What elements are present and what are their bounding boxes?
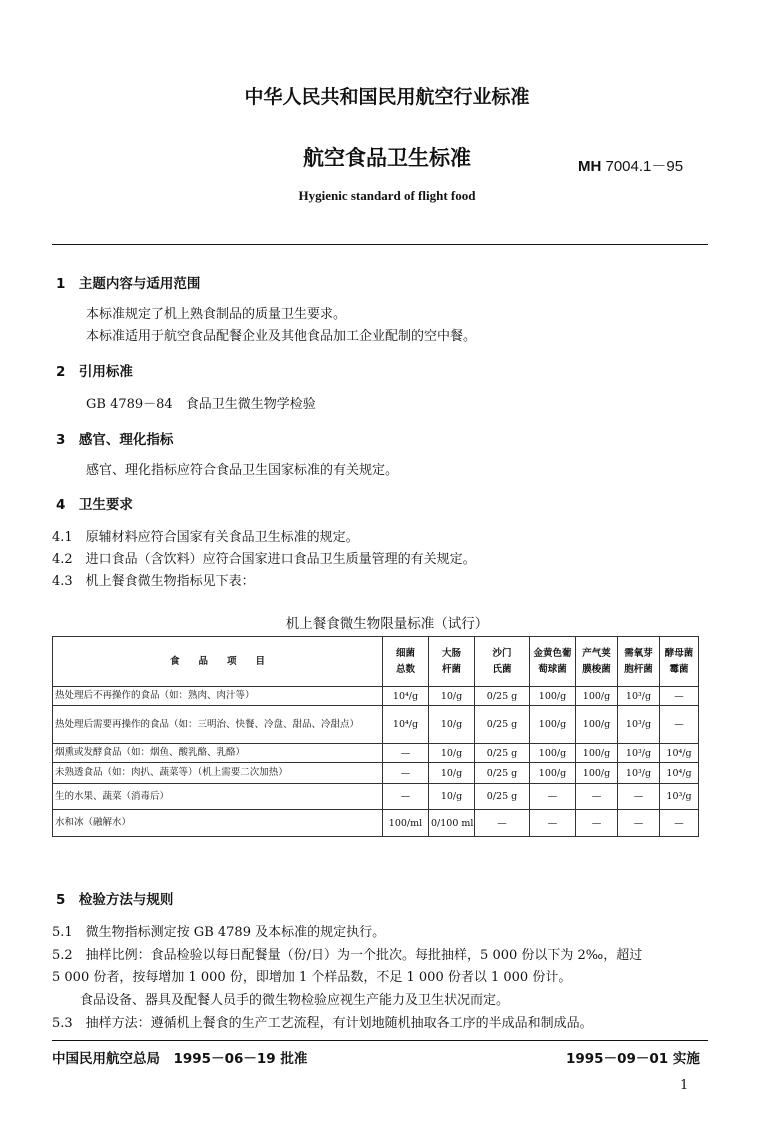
value-cell: 10³/g [618, 744, 660, 763]
header-coliform: 大肠 杆菌 [429, 637, 475, 687]
value-cell: — [660, 810, 699, 837]
food-cell: 热处理后需要再操作的食品（如：三明治、快餐、冷盘、甜品、冷甜点） [53, 706, 383, 744]
section-3-paragraph-1: 感官、理化指标应符合食品卫生国家标准的有关规定。 [86, 463, 399, 478]
value-cell: 10⁴/g [383, 706, 429, 744]
clause-4-2: 4.2 进口食品（含饮料）应符合国家进口食品卫生质量管理的有关规定。 [52, 552, 476, 567]
value-cell: 100/g [530, 744, 576, 763]
value-cell: — [530, 784, 576, 810]
value-cell: — [576, 784, 618, 810]
value-cell: 10/g [429, 763, 475, 784]
table-row [53, 706, 699, 744]
standard-number: 7004.1－95 [605, 158, 684, 175]
clause-4-1: 4.1 原辅材料应符合国家有关食品卫生标准的规定。 [52, 530, 359, 545]
food-cell: 生的水果、蔬菜（消毒后） [53, 784, 383, 810]
value-cell: 0/25 g [475, 763, 530, 784]
table-row [53, 784, 699, 810]
org-title: 中华人民共和国民用航空行业标准 [244, 86, 530, 108]
effective-date: 1995－09－01 实施 [566, 1051, 700, 1067]
value-cell: 100/g [576, 763, 618, 784]
value-cell: 0/25 g [475, 706, 530, 744]
english-title: Hygienic standard of flight food [298, 188, 476, 203]
value-cell: — [475, 810, 530, 837]
clause-5-3: 5.3 抽样方法：遵循机上餐食的生产工艺流程，有计划地随机抽取各工序的半成品和制成品。 [52, 1016, 593, 1031]
page-number: 1 [680, 1078, 689, 1093]
standard-prefix: MH [578, 158, 602, 175]
value-cell: 10/g [429, 706, 475, 744]
value-cell: 10/g [429, 744, 475, 763]
clause-5-1: 5.1 微生物指标测定按 GB 4789 及本标准的规定执行。 [52, 925, 386, 940]
value-cell: — [530, 810, 576, 837]
value-cell: 100/g [576, 706, 618, 744]
clause-5-2-line-3: 食品设备、器具及配餐人员手的微生物检验应视生产能力及卫生状况而定。 [80, 993, 510, 1008]
header-total-bacteria: 细菌 总数 [383, 637, 429, 687]
value-cell: 10/g [429, 784, 475, 810]
table-row [53, 763, 699, 784]
value-cell: 10⁴/g [383, 687, 429, 706]
clause-4-3: 4.3 机上餐食微生物指标见下表： [52, 574, 255, 589]
value-cell: 0/25 g [475, 687, 530, 706]
header-bacillus: 需氧芽 胞杆菌 [618, 637, 660, 687]
value-cell: 10³/g [618, 763, 660, 784]
value-cell: 10⁴/g [660, 763, 699, 784]
value-cell: 10³/g [618, 687, 660, 706]
section-2-heading: 2 引用标准 [56, 364, 133, 380]
header-salmonella: 沙门 氏菌 [475, 637, 530, 687]
section-4-heading: 4 卫生要求 [56, 497, 133, 513]
value-cell: — [383, 784, 429, 810]
food-cell: 烟熏或发酵食品（如：烟鱼、酸乳酪、乳酪） [53, 744, 383, 763]
value-cell: — [383, 763, 429, 784]
value-cell: 0/25 g [475, 744, 530, 763]
section-3-heading: 3 感官、理化指标 [56, 432, 174, 448]
value-cell: 10³/g [618, 706, 660, 744]
table-title: 机上餐食微生物限量标准（试行） [285, 616, 489, 632]
section-1-paragraph-1: 本标准规定了机上熟食制品的质量卫生要求。 [86, 307, 347, 322]
value-cell: 100/g [530, 687, 576, 706]
food-cell: 水和冰（融解水） [53, 810, 383, 837]
clause-5-2-line-1: 5.2 抽样比例：食品检验以每日配餐量（份/日）为一个批次。每批抽样，5 000 份以下为 2‰，超过 [52, 948, 643, 963]
standard-code [578, 155, 683, 176]
table-header-row [53, 637, 699, 687]
section-5-heading: 5 检验方法与规则 [56, 892, 174, 908]
value-cell: — [618, 784, 660, 810]
header-divider [52, 244, 708, 245]
value-cell: — [618, 810, 660, 837]
header-food-item: 食 品 项 目 [53, 637, 383, 687]
value-cell: 10⁴/g [660, 744, 699, 763]
table-row [53, 744, 699, 763]
food-cell: 未熟透食品（如：肉扒、蔬菜等）（机上需要二次加热） [53, 763, 383, 784]
value-cell: 100/ml [383, 810, 429, 837]
document-title: 航空食品卫生标准 [303, 146, 471, 170]
table-row [53, 687, 699, 706]
section-2-paragraph-1: GB 4789－84 食品卫生微生物学检验 [86, 397, 316, 412]
footer-divider [52, 1040, 708, 1041]
header-yeast-mold: 酵母菌 霉菌 [660, 637, 699, 687]
value-cell: 10³/g [660, 784, 699, 810]
value-cell: 100/g [576, 744, 618, 763]
approval-issuer: 中国民用航空总局 1995－06－19 批准 [52, 1051, 308, 1067]
value-cell: — [660, 687, 699, 706]
value-cell: 10/g [429, 687, 475, 706]
value-cell: — [383, 744, 429, 763]
value-cell: — [660, 706, 699, 744]
value-cell: — [576, 810, 618, 837]
header-staphylococcus: 金黄色葡 萄球菌 [530, 637, 576, 687]
value-cell: 0/100 ml [429, 810, 475, 837]
value-cell: 100/g [530, 706, 576, 744]
section-1-paragraph-2: 本标准适用于航空食品配餐企业及其他食品加工企业配制的空中餐。 [86, 329, 477, 344]
section-1-heading: 1 主题内容与适用范围 [56, 276, 201, 292]
value-cell: 100/g [530, 763, 576, 784]
value-cell: 100/g [576, 687, 618, 706]
microbial-limit-table [52, 636, 699, 837]
table-row [53, 810, 699, 837]
header-clostridium: 产气荚 膜梭菌 [576, 637, 618, 687]
clause-5-2-line-2: 5 000 份者，按每增加 1 000 份，即增加 1 个样品数，不足 1 000 份者以 1 000 份计。 [52, 970, 572, 985]
value-cell: 0/25 g [475, 784, 530, 810]
food-cell: 热处理后不再操作的食品（如：熟肉、肉汁等） [53, 687, 383, 706]
